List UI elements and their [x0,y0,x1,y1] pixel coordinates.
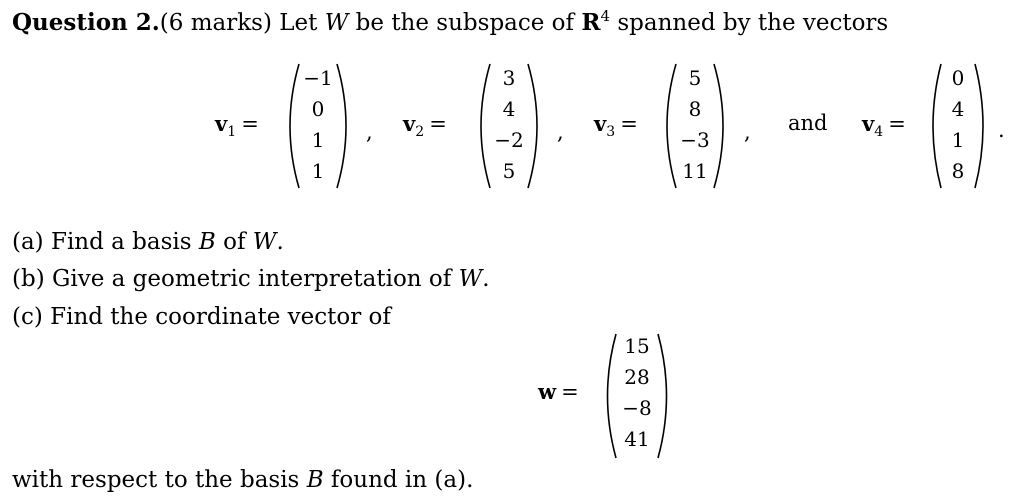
v3-entry: 5 [688,66,702,90]
v4-entry: 1 [951,128,965,152]
v4-label: $v_4$ = [862,111,906,141]
v3-column-vector [660,60,730,192]
period: . [998,118,1005,142]
v4-column-vector [923,60,993,192]
v2-column-vector [474,60,544,192]
v2-entry: 4 [502,97,516,121]
intro-text-3: spanned by the vectors [617,10,889,36]
w-entry: 41 [624,427,650,451]
v2-entry: 3 [502,66,516,90]
v1-entry: 1 [311,159,325,183]
v2-entry: 5 [502,159,516,183]
v1-column-vector [283,60,353,192]
basis-symbol: B [198,229,216,255]
question-label: Question 2. [12,9,160,36]
part-a: (a) Find a basis B of W. [12,229,284,255]
subspace-symbol: W [252,229,277,255]
v4-entry: 0 [951,66,965,90]
closing-line: with respect to the basis B found in (a). [12,467,474,493]
v4-entry: 4 [951,97,965,121]
v3-entry: 11 [682,159,708,183]
question-marks: (6 marks) [159,10,272,36]
question-heading [12,8,888,38]
dimension-exponent: 4 [600,7,611,25]
v3-entry: −3 [680,128,710,152]
w-entry: 28 [624,365,650,389]
subspace-symbol: W [324,10,349,36]
v1-label: $v_1$ = [215,111,259,141]
v1-entry: 0 [311,97,325,121]
w-entry: −8 [622,396,652,420]
intro-text-1: Let [279,10,318,36]
subspace-symbol: W [458,266,483,292]
comma: , [744,120,751,144]
v1-entry: −1 [303,66,333,90]
w-label: w = [538,379,579,404]
v3-entry: 8 [688,97,702,121]
basis-symbol: B [306,467,324,493]
v1-entry: 1 [311,128,325,152]
v4-entry: 8 [951,159,965,183]
reals-symbol: R [581,9,601,36]
and-word: and [788,111,828,135]
v2-label: $v_2$ = [403,111,447,141]
part-b: (b) Give a geometric interpretation of W. [12,266,490,292]
v2-entry: −2 [494,128,524,152]
comma: , [557,120,564,144]
part-c: (c) Find the coordinate vector of [12,304,391,330]
w-entry: 15 [624,334,650,358]
v3-label: $v_3$ = [594,111,638,141]
intro-text-2: be the subspace of [355,10,575,36]
w-column-vector [602,330,672,462]
comma: , [366,120,373,144]
